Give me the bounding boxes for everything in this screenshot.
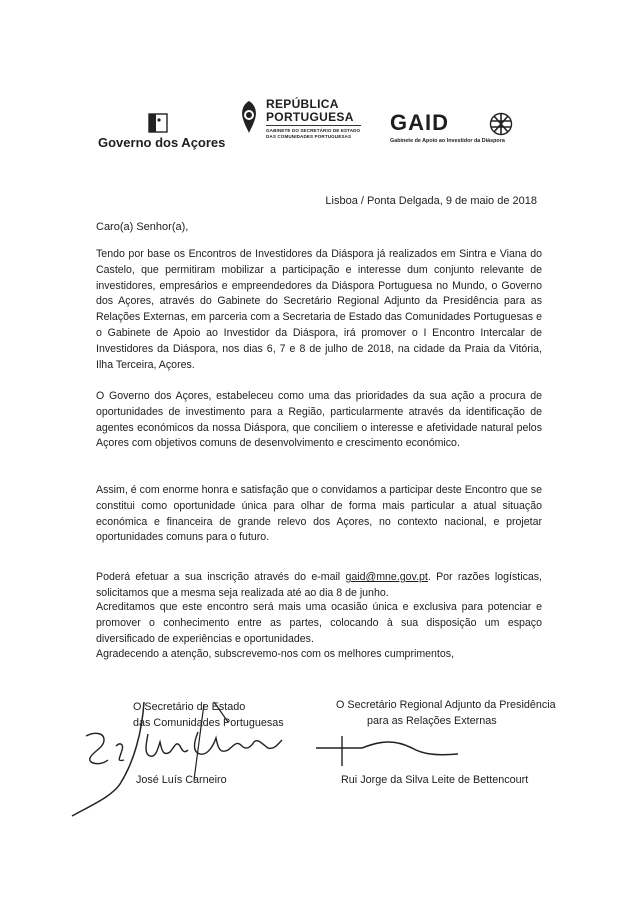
globe-icon [489,112,513,136]
closing-paragraph: Agradecendo a atenção, subscrevemo-nos com os melhores cumprimentos, [96,648,455,660]
paragraph-4-text: Poderá efetuar a sua inscrição através do e-mail [96,571,346,583]
left-handwritten-signature [64,692,294,822]
paragraph-4 [96,570,542,602]
gaid-wordmark: GAID [390,110,449,135]
rp-title-line1: REPÚBLICA [266,97,339,111]
governo-acores-name: Governo dos Açores [98,135,226,150]
rp-divider [266,125,361,126]
right-signatory-title-line1: O Secretário Regional Adjunto da Presidência [336,699,556,711]
right-signatory-title-line2: para as Relações Externas [367,715,497,727]
salutation: Caro(a) Senhor(a), [96,221,189,233]
email-link[interactable]: gaid@mne.gov.pt [345,571,428,583]
left-signatory-title-line1: O Secretário de Estado [133,701,246,713]
paragraph-5: Acreditamos que este encontro será mais uma ocasião única e exclusiva para potenciar e promover o conhecimento entre as partes, colocando à sua disposição um espaço diversificado de experiências e oportunidades. [96,601,542,645]
paragraph-1: Tendo por base os Encontros de Investidores da Diáspora já realizados em Sintra e Viana do Castelo, que permitiram mobilizar a participação e interesse dum conjunto relevante de investidores, empresários e empreendedores da Diáspora Portuguesa no Mundo, o Governo dos Açores, através do Gabinete do Secretário Regional Adjunto da Presidência para as Relações Externas, em parceria com a Secretaria de Estado das Comunidades Portuguesas e o Gabinete de Apoio ao Investidor da Diáspora, irá promover o I Encontro Intercalar de Investidores da Diáspora, nos dias 6, 7 e 8 de julho de 2018, na cidade da Praia da Vitória, Ilha Terceira, Açores. [96,248,542,371]
gaid-subtitle: Gabinete de Apoio ao Investidor da Diáspora [390,138,505,144]
gaid-logo [390,110,525,150]
rp-subtitle-line1: GABINETE DO SECRETÁRIO DE ESTADO [266,128,361,133]
paragraph-2: O Governo dos Açores, estabeleceu como uma das prioridades da sua ação a procura de oportunidades de investimento para a Região, particularmente através da identificação de agentes económicos da nossa Diáspora, que conciliem o interesse e afetividade natural pelos Açores com objetivos comuns de desenvolvimento e crescimento económico. [96,390,542,450]
paragraph-4-text-end: . Por razões logísticas, solicitamos que a mesma seja realizada até ao dia 8 de junho. [96,571,542,599]
republica-portuguesa-logo [238,97,368,147]
governo-acores-logo [98,113,233,153]
acores-flag-icon [148,113,168,133]
right-signatory-name: Rui Jorge da Silva Leite de Bettencourt [341,774,529,786]
paragraph-3: Assim, é com enorme honra e satisfação que o convidamos a participar deste Encontro que se constitui como oportunidade única para olhar de forma mais particular a atual situação económica e financeira de grande relevo dos Açores, no contexto nacional, e projetar oportunidades comuns para o futuro. [96,484,542,544]
right-handwritten-signature [312,730,462,770]
rp-subtitle-line2: DAS COMUNIDADES PORTUGUESAS [266,134,352,139]
rp-title-line2: PORTUGUESA [266,110,354,124]
left-signatory-title-line2: das Comunidades Portuguesas [133,717,284,729]
republica-emblem-icon [238,99,260,135]
left-signatory-name: José Luís Carneiro [136,774,227,786]
letter-date: Lisboa / Ponta Delgada, 9 de maio de 2018 [325,195,537,207]
